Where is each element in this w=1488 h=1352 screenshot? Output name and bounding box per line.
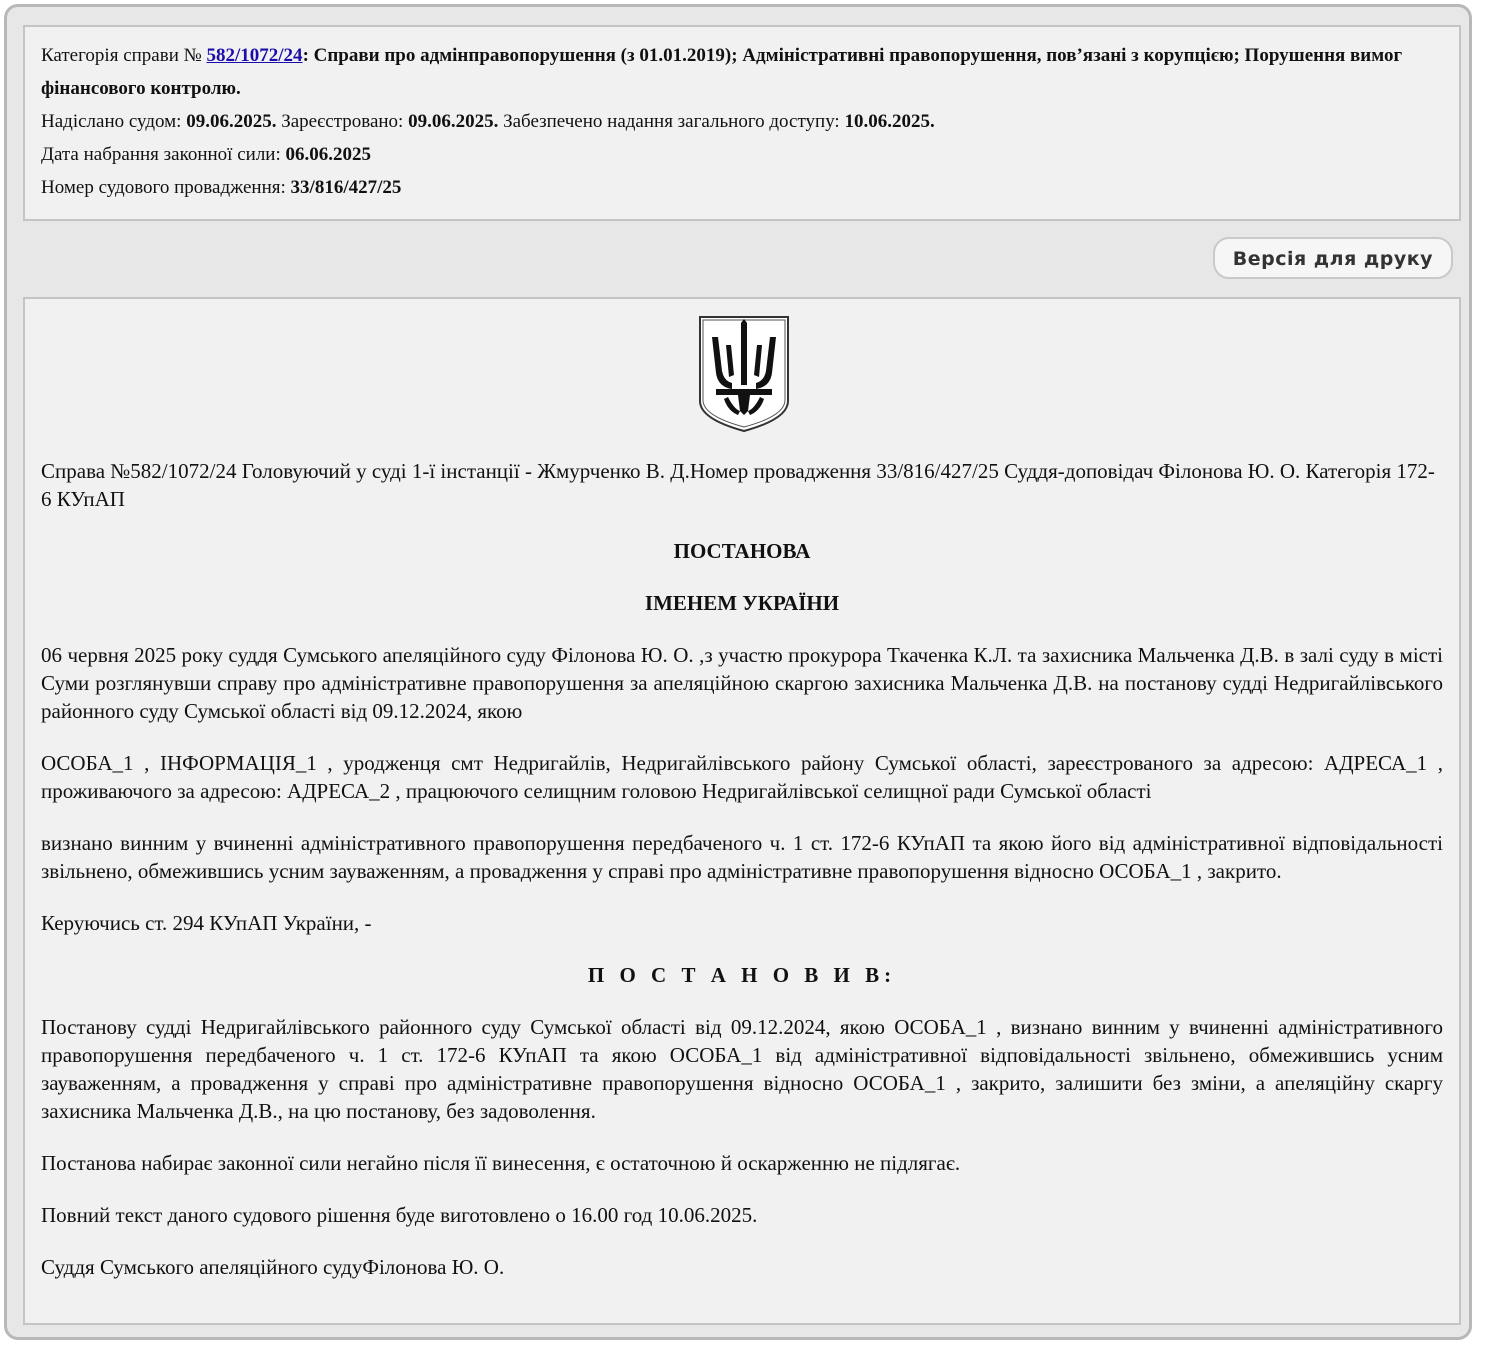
proceeding-line bbox=[41, 171, 1443, 204]
category-text: : Справи про адмінправопорушення (з 01.01.2019); Адміністративні правопорушення, пов’язані з корупцією; Порушення вимог фінансового контролю. bbox=[41, 45, 1403, 99]
document-subtitle: ІМЕНЕМ УКРАЇНИ bbox=[644, 591, 840, 615]
paragraph-3: визнано винним у вчиненні адміністративного правопорушення передбаченого ч. 1 ст. 172-6 КУпАП та якою його від адміністративної відповідальності звільнено, обмежившись усним зауваженням, а провадження у справі про адміністративне правопорушення відносно ОСОБА_1 , закрито. bbox=[41, 831, 1443, 883]
sent-date: 09.06.2025. bbox=[186, 111, 277, 132]
effective-date-line bbox=[41, 138, 1443, 171]
paragraph-1: 06 червня 2025 року суддя Сумського апеляційного суду Філонова Ю. О. ,з участю прокурора Ткаченка К.Л. та захисника Мальченка Д.В. в залі суду в місті Суми розглянувши справу про адміністративне правопорушення за апеляційною скаргою захисника Мальченка Д.В. на постанову судді Недригайлівського районного суду Сумської області від 09.12.2024, якою bbox=[41, 643, 1443, 723]
document-header: Справа №582/1072/24 Головуючий у суді 1-ї інстанції - Жмурченко В. Д.Номер провадження 33/816/427/25 Суддя-доповідач Філонова Ю. О. Категорія 172-6 КУпАП bbox=[41, 459, 1435, 511]
case-number-link[interactable]: 582/1072/24 bbox=[206, 45, 303, 66]
paragraph-2: ОСОБА_1 , ІНФОРМАЦІЯ_1 , уродженця смт Недригайлів, Недригайлівського району Сумської області, зареєстрованого за адресою: АДРЕСА_1 , проживаючого за адресою: АДРЕСА_2 , працюючого селищним головою Недригайлівської селищної ради Сумської області bbox=[41, 751, 1443, 803]
proceeding-number: 33/816/427/25 bbox=[290, 177, 402, 198]
registered-label: Зареєстровано: bbox=[276, 111, 409, 132]
paragraph-6: Постанова набирає законної сили негайно після її винесення, є остаточною й оскарженню не підлягає. bbox=[41, 1151, 961, 1175]
proceeding-label: Номер судового провадження: bbox=[41, 177, 291, 198]
resolved-heading: П О С Т А Н О В И В: bbox=[587, 963, 897, 987]
judge-signature-line: Суддя Сумського апеляційного судуФілонова Ю. О. bbox=[41, 1255, 505, 1279]
category-label: Категорія справи № bbox=[41, 45, 202, 66]
effective-date: 06.06.2025 bbox=[285, 144, 371, 165]
document-title: ПОСТАНОВА bbox=[673, 539, 811, 563]
case-meta-panel bbox=[23, 25, 1461, 221]
print-version-button[interactable]: Версія для друку bbox=[1213, 237, 1453, 279]
registered-date: 09.06.2025. bbox=[408, 111, 499, 132]
dates-line bbox=[41, 105, 1443, 138]
trident-emblem-icon bbox=[698, 315, 790, 433]
effective-label: Дата набрання законної сили: bbox=[41, 144, 286, 165]
sent-label: Надіслано судом: bbox=[41, 111, 187, 132]
page-frame bbox=[4, 4, 1472, 1340]
paragraph-5: Постанову судді Недригайлівського районного суду Сумської області від 09.12.2024, якою ОСОБА_1 , визнано винним у вчиненні адміністративного правопорушення передбаченого ч. 1 ст. 172-6 КУпАП та якою ОСОБА_1 від адміністративної відповідальності звільнено, обмежившись усним зауваженням, а провадження у справі про адміністративне правопорушення відносно ОСОБА_1 , закрито, залишити без зміни, а апеляційну скаргу захисника Мальченка Д.В., на цю постанову, без задоволення. bbox=[41, 1015, 1443, 1123]
document-text bbox=[41, 457, 1443, 1305]
case-category-line bbox=[41, 39, 1443, 105]
access-label: Забезпечено надання загального доступу: bbox=[498, 111, 845, 132]
paragraph-7: Повний текст даного судового рішення буде виготовлено о 16.00 год 10.06.2025. bbox=[41, 1203, 758, 1227]
document-panel bbox=[23, 297, 1461, 1325]
paragraph-4: Керуючись ст. 294 КУпАП України, - bbox=[41, 911, 372, 935]
access-date: 10.06.2025. bbox=[844, 111, 935, 132]
